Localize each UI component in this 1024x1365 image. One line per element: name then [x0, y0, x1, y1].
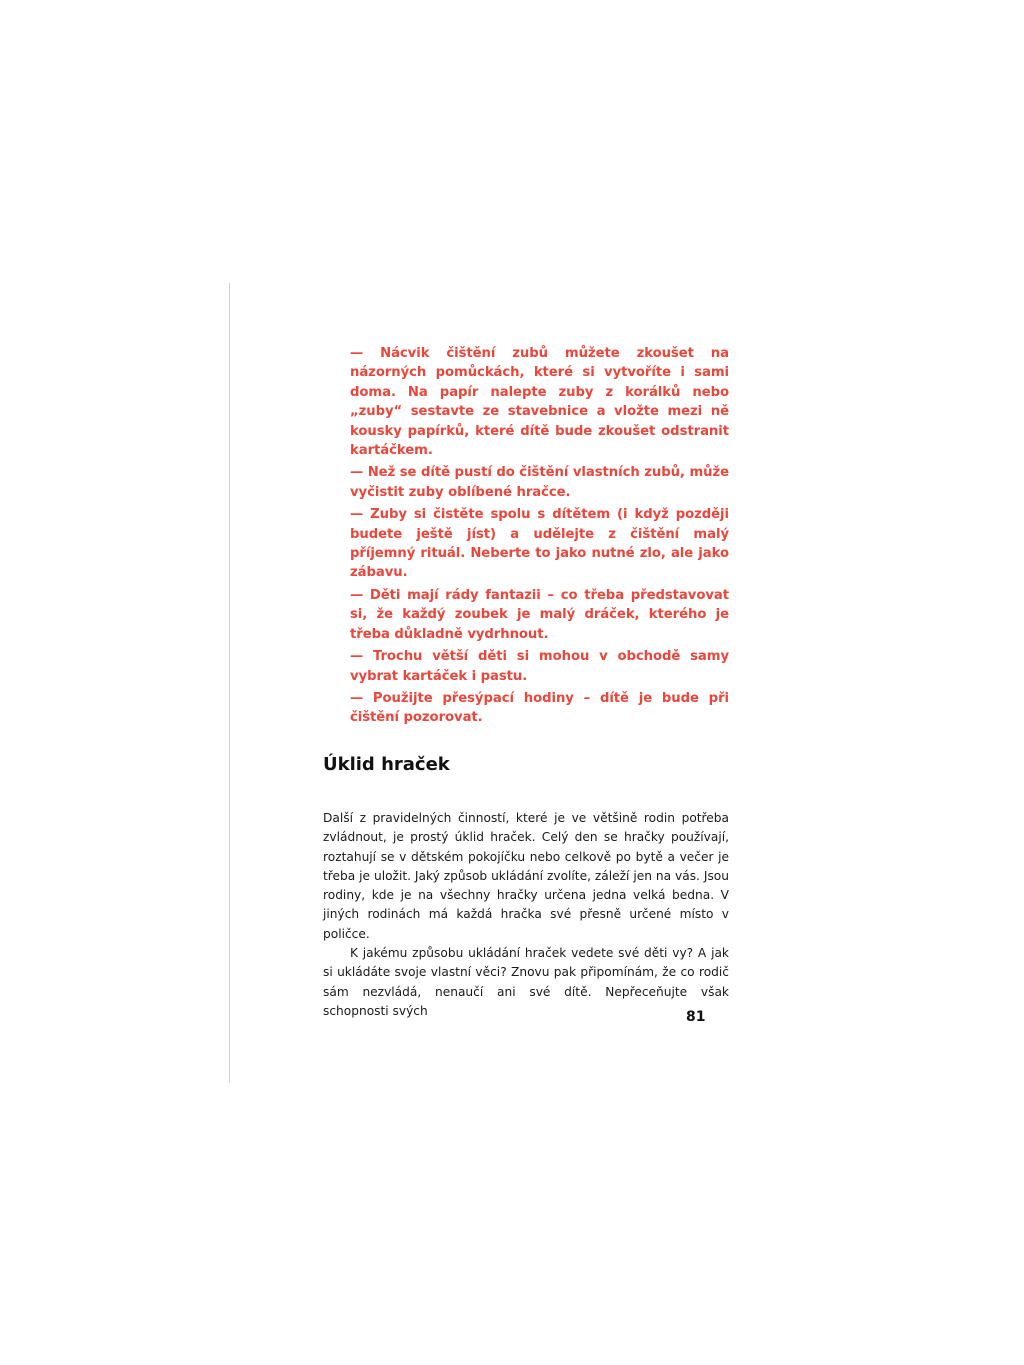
- tip-item: — Děti mají rády fantazii – co třeba představovat si, že každý zoubek je malý dráček, kterého je třeba důkladně vydrhnout.: [350, 587, 729, 642]
- body-paragraph: Další z pravidelných činností, které je ve většině rodin potřeba zvládnout, je prostý úklid hraček. Celý den se hračky používají, roztahují se v dětském pokojíčku nebo celkově po bytě a večer je třeba je uložit. Jaký způsob ukládání zvolíte, záleží jen na vás. Jsou rodiny, kde je na všechny hračky určena jedna velká bedna. V jiných rodinách má každá hračka své přesně určené místo v poličce.: [323, 811, 729, 941]
- page-number: 81: [686, 1009, 706, 1025]
- section-body: [323, 809, 729, 1021]
- body-paragraph: K jakému způsobu ukládání hraček vedete své děti vy? A jak si ukládáte svoje vlastní věci? Znovu pak připomínám, že co rodič sám nezvládá, nenaučí ani své dítě. Nepřeceňujte však schopnosti svých: [323, 946, 729, 1018]
- tip-item: — Než se dítě pustí do čištění vlastních zubů, může vyčistit zuby oblíbené hračce.: [350, 465, 729, 500]
- tips-list: [350, 344, 729, 731]
- tip-item: — Zuby si čistěte spolu s dítětem (i když později budete ještě jíst) a udělejte z čištění malý příjemný rituál. Neberte to jako nutné zlo, ale jako zábavu.: [350, 507, 729, 581]
- tip-item: — Nácvik čištění zubů můžete zkoušet na názorných pomůckách, které si vytvoříte i sami doma. Na papír nalepte zuby z korálků nebo „zuby“ sestavte ze stavebnice a vložte mezi ně kousky papírků, které dítě bude zkoušet odstranit kartáčkem.: [350, 346, 729, 459]
- section-heading: Úklid hraček: [323, 754, 450, 775]
- page-edge-line: [229, 283, 230, 1083]
- tip-item: — Použijte přesýpací hodiny – dítě je bude při čištění pozorovat.: [350, 690, 729, 726]
- tip-item: — Trochu větší děti si mohou v obchodě samy vybrat kartáček i pastu.: [350, 649, 729, 684]
